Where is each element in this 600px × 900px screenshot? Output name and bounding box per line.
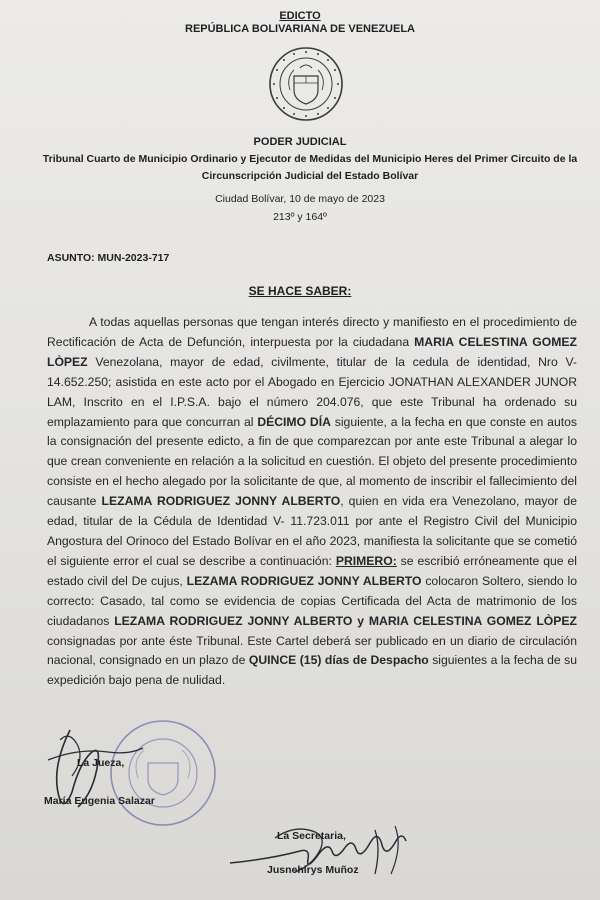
body-text-5: se escribió erróneamente que el estado civil del De cujus, (47, 553, 577, 588)
publication-term: QUINCE (15) días de Despacho (248, 653, 429, 668)
body-text-2: Venezolana, mayor de edad, civilmente, titular de la cedula de identidad, Nro V- 14.652.250; asistida en este acto por el Abogado en Ejercicio JONATHAN ALEXANDER JUNOR LAM, Inscrito en el I.P.S.A. bajo el número 204.076, que este Tribunal ha ordenado su emplazamiento para que concurran al (47, 354, 577, 429)
applicant-name: MARIA CELESTINA GOMEZ LÒPEZ (47, 334, 577, 369)
years-line: 213º y 164º (273, 211, 327, 223)
body-text-1: A todas aquellas personas que tengan interés directo y manifiesto en el procedimiento de Rectificación de Acta de Defunción, interpuesta por la ciudadana (47, 315, 577, 349)
secretary-title: La Secretaria, (277, 830, 346, 842)
first-item-label: PRIMERO: (335, 553, 397, 568)
case-number: ASUNTO: MUN-2023-717 (47, 252, 170, 264)
document-title: EDICTO (279, 10, 321, 22)
secretary-signature-icon (225, 818, 435, 888)
judge-name: María Eugenia Salazar (44, 795, 155, 807)
body-text-4: , quien en vida era Venezolano, mayor de edad, titular de la Cédula de Identidad V- 11.723.011 por ante el Registro Civil del Municipio Angostura del Orinoco del Estado Bolívar en el año 2023, manifiesta la solicitante que se cometió el siguiente error el cual se describe a continuación: (47, 494, 577, 568)
secretary-name: Jusnehirys Muñoz (267, 864, 359, 876)
place-date: Ciudad Bolívar, 10 de mayo de 2023 (215, 193, 385, 205)
deceased-name-2: LEZAMA RODRIGUEZ JONNY ALBERTO (186, 573, 422, 588)
notice-heading: SE HACE SABER: (248, 284, 352, 298)
body-text-8: siguientes a la fecha de su expedición bajo pena de nulidad. (47, 653, 578, 688)
tribunal-name: Tribunal Cuarto de Municipio Ordinario y Ejecutor de Medidas del Municipio Heres del Primer Circuito de la Circunscripción Judicial del Estado Bolívar (42, 153, 578, 182)
body-text-3: siguiente, a la fecha en que conste en autos la consignación del presente edicto, a fin de que comparezcan por ante este Tribunal a alegar lo que crean conveniente en relación a la solicitud en cuestión. El objeto del presente procedimiento consiste en el hecho alegado por la solicitante de que, al momento de inscribir el fallecimiento del causante (47, 414, 577, 509)
judge-title: La Jueza, (77, 757, 125, 769)
body-text-7: consignadas por ante éste Tribunal. Este Cartel deberá ser publicado en un diario de circulación nacional, consignado en un plazo de (47, 633, 577, 668)
deadline-day: DÉCIMO DÍA (257, 414, 331, 429)
branch-heading: PODER JUDICIAL (253, 136, 347, 148)
deceased-name: LEZAMA RODRIGUEZ JONNY ALBERTO (101, 494, 341, 509)
country-heading: REPÚBLICA BOLIVARIANA DE VENEZUELA (185, 23, 415, 35)
body-text-6: colocaron Soltero, siendo lo correcto: Casado, tal como se evidencia de copias Certificada del Acta de matrimonio de los ciudadanos (47, 573, 577, 628)
notice-body (47, 313, 577, 691)
spouses-names: LEZAMA RODRIGUEZ JONNY ALBERTO y MARIA CELESTINA GOMEZ LÒPEZ (114, 613, 577, 628)
court-seal-icon (268, 46, 344, 122)
